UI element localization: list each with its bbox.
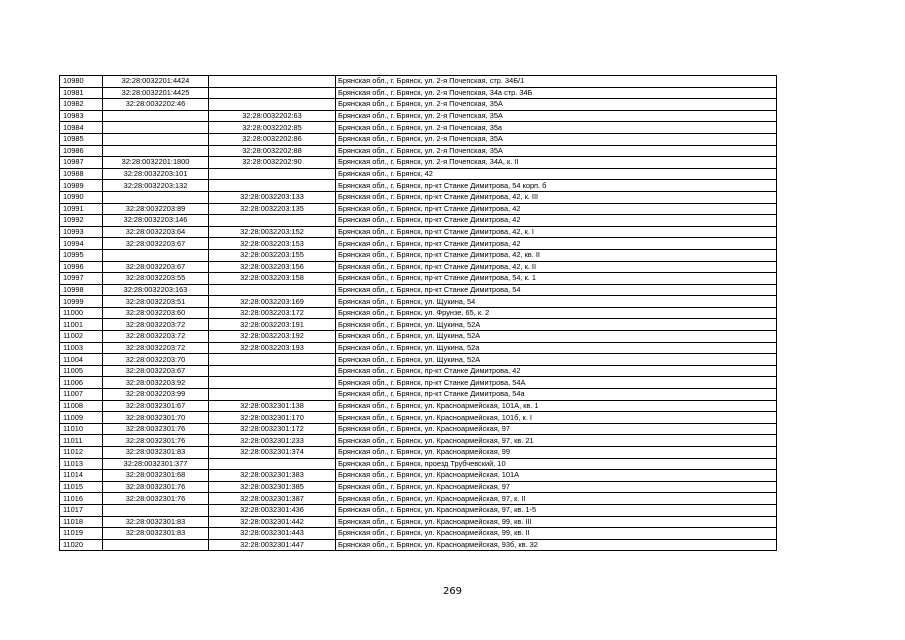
row-number-cell: 11014 [60,470,103,482]
row-number-cell: 10984 [60,122,103,134]
row-number-cell: 11006 [60,377,103,389]
address-cell: Брянская обл., г. Брянск, ул. Красноармейская, 97, кв. 1-5 [336,504,777,516]
cadastral-number-cell: 32:28:0032301:83 [103,516,209,528]
cadastral-number-cell: 32:28:0032203:101 [103,168,209,180]
row-number-cell: 10987 [60,157,103,169]
row-number-cell: 11011 [60,435,103,447]
parent-cadastral-number-cell: 32:28:0032301:442 [209,516,336,528]
row-number-cell: 11017 [60,504,103,516]
cadastral-number-cell: 32:28:0032203:89 [103,203,209,215]
table-row [60,528,777,540]
table-row [60,331,777,343]
table-row [60,87,777,99]
parent-cadastral-number-cell: 32:28:0032203:133 [209,191,336,203]
address-cell: Брянская обл., г. Брянск, 42 [336,168,777,180]
cadastral-number-cell [103,539,209,551]
row-number-cell: 10995 [60,249,103,261]
table-row [60,307,777,319]
address-cell: Брянская обл., г. Брянск, ул. Красноармейская, 99, кв. III [336,516,777,528]
table-row [60,412,777,424]
row-number-cell: 10981 [60,87,103,99]
cadastral-number-cell: 32:28:0032301:76 [103,493,209,505]
cadastral-number-cell: 32:28:0032203:67 [103,365,209,377]
cadastral-number-cell [103,191,209,203]
row-number-cell: 10989 [60,180,103,192]
parent-cadastral-number-cell: 32:28:0032202:90 [209,157,336,169]
address-cell: Брянская обл., г. Брянск, ул. 2-я Почепская, 35А [336,110,777,122]
table-row [60,110,777,122]
parent-cadastral-number-cell: 32:28:0032203:192 [209,331,336,343]
row-number-cell: 11008 [60,400,103,412]
row-number-cell: 10994 [60,238,103,250]
parent-cadastral-number-cell: 32:28:0032203:152 [209,226,336,238]
row-number-cell: 10997 [60,273,103,285]
address-cell: Брянская обл., г. Брянск, пр-кт Станке Димитрова, 42 [336,203,777,215]
parent-cadastral-number-cell [209,389,336,401]
row-number-cell: 11010 [60,423,103,435]
address-cell: Брянская обл., г. Брянск, пр-кт Станке Димитрова, 42, к. II [336,261,777,273]
row-number-cell: 10991 [60,203,103,215]
parent-cadastral-number-cell [209,354,336,366]
parent-cadastral-number-cell: 32:28:0032301:383 [209,470,336,482]
address-cell: Брянская обл., г. Брянск, ул. Красноармейская, 101б, к. I [336,412,777,424]
table-row [60,99,777,111]
address-cell: Брянская обл., г. Брянск, ул. Красноармейская, 97 [336,423,777,435]
row-number-cell: 11016 [60,493,103,505]
row-number-cell: 10985 [60,133,103,145]
cadastral-number-cell: 32:28:0032203:99 [103,389,209,401]
cadastral-number-cell: 32:28:0032203:72 [103,342,209,354]
address-cell: Брянская обл., г. Брянск, ул. Щукина, 52А [336,331,777,343]
row-number-cell: 11013 [60,458,103,470]
table-row [60,238,777,250]
table-row [60,493,777,505]
row-number-cell: 10998 [60,284,103,296]
cadastral-number-cell: 32:28:0032201:4424 [103,76,209,88]
address-cell: Брянская обл., г. Брянск, пр-кт Станке Димитрова, 54, к. 1 [336,273,777,285]
cadastral-number-cell: 32:28:0032301:67 [103,400,209,412]
parent-cadastral-number-cell: 32:28:0032301:447 [209,539,336,551]
row-number-cell: 11009 [60,412,103,424]
address-cell: Брянская обл., г. Брянск, пр-кт Станке Димитрова, 42 [336,365,777,377]
cadastral-number-cell: 32:28:0032301:377 [103,458,209,470]
parent-cadastral-number-cell: 32:28:0032301:387 [209,493,336,505]
table-row [60,365,777,377]
address-cell: Брянская обл., г. Брянск, ул. 2-я Почепская, стр. 34Б/1 [336,76,777,88]
cadastral-number-cell [103,133,209,145]
table-row [60,226,777,238]
cadastral-number-cell: 32:28:0032203:55 [103,273,209,285]
parent-cadastral-number-cell: 32:28:0032203:172 [209,307,336,319]
address-cell: Брянская обл., г. Брянск, ул. 2-я Почепская, 35А [336,133,777,145]
cadastral-number-cell [103,110,209,122]
address-cell: Брянская обл., г. Брянск, ул. Щукина, 52а [336,342,777,354]
address-cell: Брянская обл., г. Брянск, ул. 2-я Почепская, 34А, к. II [336,157,777,169]
address-cell: Брянская обл., г. Брянск, ул. Красноармейская, 101А [336,470,777,482]
address-cell: Брянская обл., г. Брянск, ул. Красноармейская, 99, кв. II [336,528,777,540]
row-number-cell: 10980 [60,76,103,88]
parent-cadastral-number-cell [209,365,336,377]
parent-cadastral-number-cell: 32:28:0032301:374 [209,447,336,459]
cadastral-number-cell: 32:28:0032201:1800 [103,157,209,169]
parent-cadastral-number-cell: 32:28:0032301:233 [209,435,336,447]
table-row [60,249,777,261]
address-cell: Брянская обл., г. Брянск, ул. 2-я Почепская, 35А [336,145,777,157]
cadastral-number-cell: 32:28:0032301:76 [103,435,209,447]
table-row [60,389,777,401]
table-row [60,157,777,169]
parent-cadastral-number-cell: 32:28:0032203:169 [209,296,336,308]
address-cell: Брянская обл., г. Брянск, пр-кт Станке Димитрова, 54А [336,377,777,389]
address-cell: Брянская обл., г. Брянск, ул. 2-я Почепская, 35А [336,99,777,111]
parent-cadastral-number-cell: 32:28:0032202:85 [209,122,336,134]
parent-cadastral-number-cell: 32:28:0032301:385 [209,481,336,493]
address-cell: Брянская обл., г. Брянск, пр-кт Станке Димитрова, 42, кв. II [336,249,777,261]
table-row [60,354,777,366]
row-number-cell: 11003 [60,342,103,354]
address-cell: Брянская обл., г. Брянск, пр-кт Станке Димитрова, 54 [336,284,777,296]
row-number-cell: 11015 [60,481,103,493]
address-cell: Брянская обл., г. Брянск, пр-кт Станке Димитрова, 54а [336,389,777,401]
row-number-cell: 10996 [60,261,103,273]
parent-cadastral-number-cell [209,284,336,296]
cadastral-number-cell [103,249,209,261]
parent-cadastral-number-cell: 32:28:0032203:191 [209,319,336,331]
parent-cadastral-number-cell [209,99,336,111]
row-number-cell: 11020 [60,539,103,551]
parent-cadastral-number-cell [209,180,336,192]
parent-cadastral-number-cell: 32:28:0032202:63 [209,110,336,122]
row-number-cell: 11018 [60,516,103,528]
table-row [60,133,777,145]
cadastral-number-cell: 32:28:0032301:83 [103,528,209,540]
cadastral-number-cell: 32:28:0032203:92 [103,377,209,389]
table-row [60,203,777,215]
row-number-cell: 10993 [60,226,103,238]
cadastral-number-cell [103,504,209,516]
parent-cadastral-number-cell [209,458,336,470]
row-number-cell: 11002 [60,331,103,343]
parent-cadastral-number-cell: 32:28:0032203:158 [209,273,336,285]
table-row [60,516,777,528]
cadastral-number-cell: 32:28:0032301:76 [103,481,209,493]
row-number-cell: 11005 [60,365,103,377]
row-number-cell: 10983 [60,110,103,122]
table-row [60,342,777,354]
cadastral-number-cell: 32:28:0032301:68 [103,470,209,482]
address-cell: Брянская обл., г. Брянск, пр-кт Станке Димитрова, 42 [336,238,777,250]
table-row [60,145,777,157]
parent-cadastral-number-cell [209,168,336,180]
parent-cadastral-number-cell: 32:28:0032301:436 [209,504,336,516]
parent-cadastral-number-cell: 32:28:0032203:155 [209,249,336,261]
parent-cadastral-number-cell: 32:28:0032301:443 [209,528,336,540]
table-row [60,191,777,203]
table-row [60,539,777,551]
parent-cadastral-number-cell: 32:28:0032203:156 [209,261,336,273]
cadastral-table-body [60,76,777,551]
address-cell: Брянская обл., г. Брянск, ул. 2-я Почепская, 34а стр. 34Б [336,87,777,99]
address-cell: Брянская обл., г. Брянск, ул. Красноармейская, 97, к. II [336,493,777,505]
cadastral-table [59,75,777,551]
address-cell: Брянская обл., г. Брянск, пр-кт Станке Димитрова, 54 корп. б [336,180,777,192]
cadastral-number-cell: 32:28:0032203:51 [103,296,209,308]
address-cell: Брянская обл., г. Брянск, ул. Фрунзе, 65, к. 2 [336,307,777,319]
table-row [60,261,777,273]
row-number-cell: 10990 [60,191,103,203]
row-number-cell: 11001 [60,319,103,331]
table-row [60,447,777,459]
cadastral-number-cell: 32:28:0032301:83 [103,447,209,459]
table-row [60,423,777,435]
cadastral-number-cell [103,122,209,134]
table-row [60,400,777,412]
row-number-cell: 10986 [60,145,103,157]
address-cell: Брянская обл., г. Брянск, проезд Трубчевский, 10 [336,458,777,470]
address-cell: Брянская обл., г. Брянск, ул. 2-я Почепская, 35а [336,122,777,134]
address-cell: Брянская обл., г. Брянск, ул. Щукина, 52А [336,319,777,331]
parent-cadastral-number-cell [209,215,336,227]
row-number-cell: 11012 [60,447,103,459]
row-number-cell: 11004 [60,354,103,366]
cadastral-number-cell: 32:28:0032203:60 [103,307,209,319]
cadastral-number-cell: 32:28:0032203:67 [103,261,209,273]
address-cell: Брянская обл., г. Брянск, пр-кт Станке Димитрова, 42 [336,215,777,227]
parent-cadastral-number-cell: 32:28:0032203:193 [209,342,336,354]
cadastral-number-cell: 32:28:0032201:4425 [103,87,209,99]
address-cell: Брянская обл., г. Брянск, пр-кт Станке Димитрова, 42, к. III [336,191,777,203]
table-row [60,458,777,470]
cadastral-number-cell: 32:28:0032203:146 [103,215,209,227]
table-row [60,180,777,192]
parent-cadastral-number-cell: 32:28:0032202:88 [209,145,336,157]
cadastral-number-cell [103,145,209,157]
cadastral-number-cell: 32:28:0032203:67 [103,238,209,250]
cadastral-number-cell: 32:28:0032301:70 [103,412,209,424]
cadastral-number-cell: 32:28:0032203:72 [103,319,209,331]
parent-cadastral-number-cell: 32:28:0032301:172 [209,423,336,435]
row-number-cell: 11019 [60,528,103,540]
address-cell: Брянская обл., г. Брянск, ул. Щукина, 54 [336,296,777,308]
table-row [60,470,777,482]
table-row [60,504,777,516]
table-row [60,76,777,88]
table-row [60,481,777,493]
address-cell: Брянская обл., г. Брянск, ул. Красноармейская, 101А, кв. 1 [336,400,777,412]
table-row [60,435,777,447]
row-number-cell: 10992 [60,215,103,227]
row-number-cell: 10988 [60,168,103,180]
parent-cadastral-number-cell [209,87,336,99]
address-cell: Брянская обл., г. Брянск, ул. Красноармейская, 97, кв. 21 [336,435,777,447]
page-number: 269 [442,586,463,597]
table-row [60,296,777,308]
parent-cadastral-number-cell [209,76,336,88]
parent-cadastral-number-cell [209,377,336,389]
cadastral-number-cell: 32:28:0032203:70 [103,354,209,366]
parent-cadastral-number-cell: 32:28:0032301:170 [209,412,336,424]
cadastral-number-cell: 32:28:0032202:46 [103,99,209,111]
address-cell: Брянская обл., г. Брянск, ул. Красноармейская, 93б, кв. 32 [336,539,777,551]
row-number-cell: 10982 [60,99,103,111]
parent-cadastral-number-cell: 32:28:0032203:153 [209,238,336,250]
cadastral-number-cell: 32:28:0032301:76 [103,423,209,435]
table-row [60,377,777,389]
cadastral-number-cell: 32:28:0032203:163 [103,284,209,296]
parent-cadastral-number-cell: 32:28:0032203:135 [209,203,336,215]
row-number-cell: 10999 [60,296,103,308]
address-cell: Брянская обл., г. Брянск, ул. Щукина, 52А [336,354,777,366]
table-row [60,122,777,134]
address-cell: Брянская обл., г. Брянск, ул. Красноармейская, 97 [336,481,777,493]
cadastral-number-cell: 32:28:0032203:72 [103,331,209,343]
cadastral-number-cell: 32:28:0032203:132 [103,180,209,192]
cadastral-number-cell: 32:28:0032203:64 [103,226,209,238]
table-row [60,284,777,296]
row-number-cell: 11007 [60,389,103,401]
table-row [60,168,777,180]
address-cell: Брянская обл., г. Брянск, ул. Красноармейская, 99 [336,447,777,459]
address-cell: Брянская обл., г. Брянск, пр-кт Станке Димитрова, 42, к. I [336,226,777,238]
table-row [60,215,777,227]
table-row [60,273,777,285]
parent-cadastral-number-cell: 32:28:0032202:86 [209,133,336,145]
parent-cadastral-number-cell: 32:28:0032301:138 [209,400,336,412]
table-row [60,319,777,331]
row-number-cell: 11000 [60,307,103,319]
